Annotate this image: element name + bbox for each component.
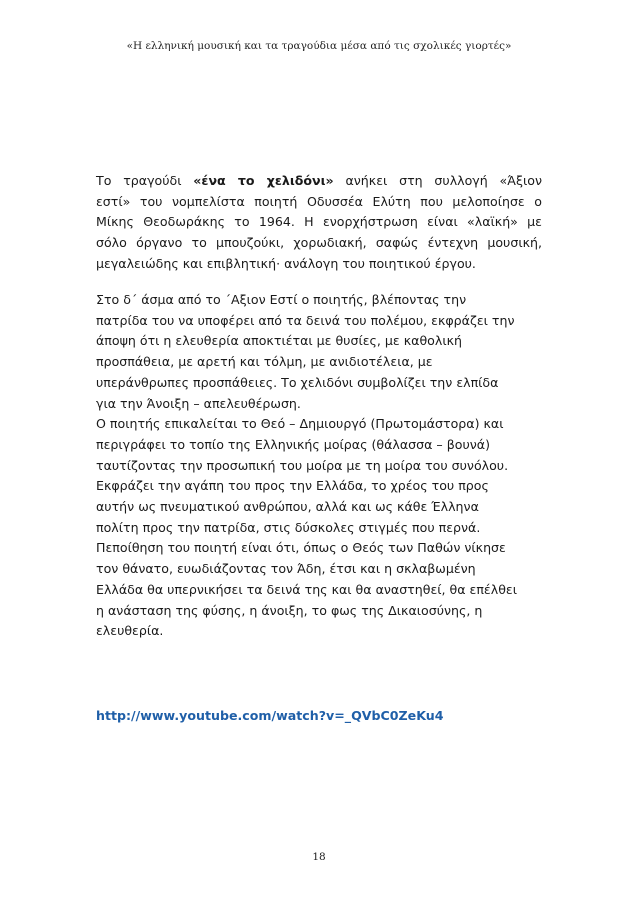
- paragraph-line: άποψη ότι η ελευθερία αποκτιέται με θυσίες, με καθολική: [96, 333, 462, 349]
- paragraph-line: τον θάνατο, ευωδιάζοντας τον Άδη, έτσι και η σκλαβωμένη: [96, 561, 476, 577]
- paragraph-analysis: [96, 290, 542, 642]
- paragraph-line: για την Άνοιξη – απελευθέρωση.: [96, 395, 301, 411]
- youtube-link[interactable]: http://www.youtube.com/watch?v=_QVbC0ZeKu4: [96, 708, 444, 723]
- paragraph-song-intro: [96, 171, 542, 275]
- paragraph-line: πολίτη προς την πατρίδα, στις δύσκολες στιγμές που περνά.: [96, 519, 481, 535]
- running-header: «Η ελληνική μουσική και τα τραγούδια μέσα από τις σχολικές γιορτές»: [126, 40, 512, 52]
- paragraph-line: μεγαλειώδης και επιβλητική· ανάλογη του ποιητικού έργου.: [96, 255, 476, 271]
- paragraph-line: πατρίδα του να υποφέρει από τα δεινά του πολέμου, εκφράζει την: [96, 312, 515, 328]
- paragraph-line: περιγράφει το τοπίο της Ελληνικής μοίρας (θάλασσα – βουνά): [96, 436, 490, 452]
- paragraph-line: σόλο όργανο το μπουζούκι, χορωδιακή, σαφώς έντεχνη μουσική,: [96, 235, 542, 251]
- line-text: Το τραγούδι: [96, 173, 194, 188]
- paragraph-line: Πεποίθηση του ποιητή είναι ότι, όπως ο Θεός των Παθών νίκησε: [96, 540, 506, 556]
- paragraph-line: αυτήν ως πνευματικού ανθρώπου, αλλά και ως κάθε Έλληνα: [96, 499, 479, 515]
- paragraph-line: Ελλάδα θα υπερνικήσει τα δεινά της και θα αναστηθεί, θα επέλθει: [96, 581, 517, 597]
- paragraph-line: Ο ποιητής επικαλείται το Θεό – Δημιουργό (Πρωτομάστορα) και: [96, 416, 504, 432]
- paragraph-line: [96, 171, 542, 192]
- paragraph-line: εστί» του νομπελίστα ποιητή Οδυσσέα Ελύτη που μελοποίησε ο: [96, 193, 542, 209]
- paragraph-line: Στο δ΄ άσμα από το ΄Αξιον Εστί ο ποιητής, βλέποντας την: [96, 292, 467, 307]
- page-number: 18: [312, 851, 326, 863]
- paragraph-line: Εκφράζει την αγάπη του προς την Ελλάδα, το χρέος του προς: [96, 478, 489, 494]
- paragraph-line: ταυτίζοντας την προσωπική του μοίρα με τη μοίρα του συνόλου.: [96, 457, 509, 473]
- paragraph-line: Μίκης Θεοδωράκης το 1964. Η ενορχήστρωση είναι «λαϊκή» με: [96, 214, 542, 230]
- paragraph-line: υπεράνθρωπες προσπάθειες. Το χελιδόνι συμβολίζει την ελπίδα: [96, 374, 499, 390]
- paragraph-line: προσπάθεια, με αρετή και τόλμη, με ανιδιοτέλεια, με: [96, 354, 433, 370]
- song-title: «ένα το χελιδόνι»: [193, 173, 334, 188]
- paragraph-line: η ανάσταση της φύσης, η άνοιξη, το φως της Δικαιοσύνης, η: [96, 602, 483, 618]
- line-text: ανήκει στη συλλογή «Άξιον: [333, 173, 542, 188]
- paragraph-line: ελευθερία.: [96, 623, 164, 639]
